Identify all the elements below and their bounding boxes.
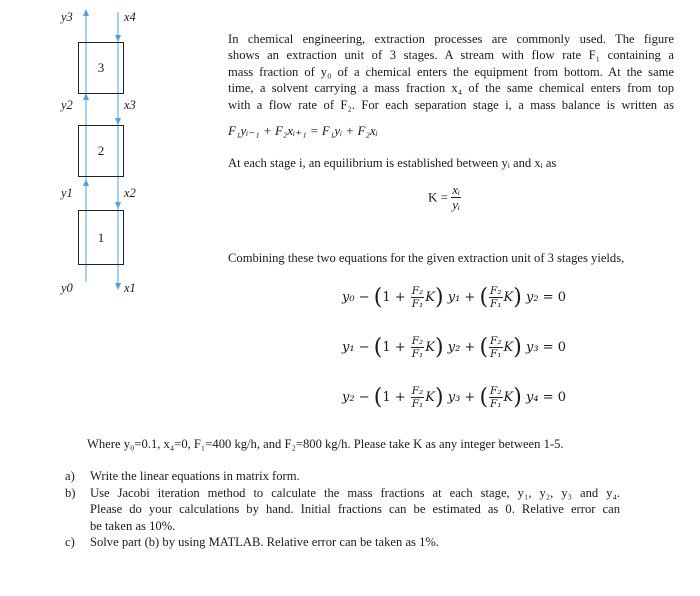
label-y0: y0 bbox=[61, 281, 73, 295]
stage-1-label: 1 bbox=[97, 229, 105, 245]
frac-den: F₁ bbox=[411, 348, 424, 360]
system-equation-1: y₀ − (1 + $\frac{\text{F₂}}{\text{F₁}}$ K) y₁ + ( $\frac{\text{F₂}}{\text{F₁}}$ K) y₂ = 0 bbox=[342, 285, 566, 310]
eq3-a: y₂ bbox=[342, 390, 355, 405]
eq3-b: y₃ bbox=[447, 390, 461, 405]
equilibrium-lhs: K = bbox=[428, 189, 448, 205]
frac-num: F₂ bbox=[411, 285, 424, 297]
eq1-b: y₁ bbox=[447, 290, 461, 305]
mass-balance-equation: F₁yᵢ₋₁ + F₂xᵢ₊₁ = F₁yᵢ + F₂xᵢ bbox=[228, 123, 378, 138]
item-c bbox=[65, 534, 625, 554]
equilibrium-num: xᵢ bbox=[452, 182, 461, 197]
item-a-text: Write the linear equations in matrix form. bbox=[90, 469, 300, 483]
stage-3-label: 3 bbox=[97, 60, 105, 75]
eq2-b: y₂ bbox=[447, 340, 461, 355]
stage-1-box bbox=[78, 210, 124, 265]
frac-num: F₂ bbox=[490, 385, 502, 397]
label-y2: y2 bbox=[61, 98, 73, 112]
frac-den: F₁ bbox=[411, 298, 424, 310]
intro-line: time, a solvent carrying a mass fraction x₄ of the same chemical enters from top bbox=[228, 81, 674, 96]
item-b bbox=[65, 485, 625, 535]
eq1-a: y₀ bbox=[342, 290, 355, 305]
intro-line: shows an extraction unit of 3 stages. A stream with flow rate F₁ containing a bbox=[228, 48, 674, 63]
frac-num: F₂ bbox=[411, 385, 424, 397]
label-x4: x4 bbox=[124, 10, 136, 24]
label-x1: x1 bbox=[124, 281, 136, 295]
stage-3-box bbox=[78, 42, 124, 94]
system-equation-2: y₁ − (1 + $\frac{\text{F₂}}{\text{F₁}}$ K) y₂ + ( $\frac{\text{F₂}}{\text{F₁}}$ K) y₃ = 0 bbox=[342, 335, 566, 360]
label-y3: y3 bbox=[61, 10, 73, 24]
given-values: Where y₀=0.1, x₄=0, F₁=400 kg/h, and F₂=800 kg/h. Please take K as any integer between 1-5. bbox=[87, 437, 564, 451]
equilibrium-den: yᵢ bbox=[452, 197, 461, 212]
stage-2-label: 2 bbox=[97, 143, 105, 158]
label-x3: x3 bbox=[124, 98, 136, 112]
frac-den: F₁ bbox=[490, 348, 502, 360]
frac-num: F₂ bbox=[490, 335, 502, 347]
stream-arrows bbox=[0, 0, 150, 300]
frac-den: F₁ bbox=[411, 398, 424, 410]
equilibrium-equation bbox=[428, 183, 461, 212]
eq2-c: y₃ bbox=[526, 340, 539, 355]
eq2-a: y₁ bbox=[342, 340, 355, 355]
item-a-marker: a) bbox=[65, 469, 75, 483]
stage-2-box bbox=[78, 125, 124, 177]
eq3-c: y₄ bbox=[526, 390, 539, 405]
frac-num: F₂ bbox=[411, 335, 424, 347]
intro-line: mass fraction of y₀ of a chemical enters the equipment from bottom. At the same bbox=[228, 64, 674, 79]
item-b-marker: b) bbox=[65, 486, 76, 500]
frac-den: F₁ bbox=[490, 398, 502, 410]
label-x2: x2 bbox=[124, 186, 136, 200]
eq1-c: y₂ bbox=[526, 290, 539, 305]
frac-den: F₁ bbox=[490, 298, 502, 310]
intro-line: with a flow rate of F₂. For each separation stage i, a mass balance is written as bbox=[228, 97, 674, 112]
item-c-text: Solve part (b) by using MATLAB. Relative error can be taken as 1%. bbox=[90, 535, 440, 549]
combining-text: Combining these two equations for the given extraction unit of 3 stages yields, bbox=[228, 251, 625, 265]
system-equation-3: y₂ − (1 + $\frac{\text{F₂}}{\text{F₁}}$ K) y₃ + ( $\frac{\text{F₂}}{\text{F₁}}$ K) y₄ = 0 bbox=[342, 385, 566, 410]
frac-num: F₂ bbox=[490, 285, 502, 297]
item-c-marker: c) bbox=[65, 535, 75, 549]
equilibrium-text: At each stage i, an equilibrium is established between yᵢ and xᵢ as bbox=[228, 156, 557, 170]
intro-line: In chemical engineering, extraction processes are commonly used. The figure bbox=[228, 32, 674, 46]
equilibrium-fraction bbox=[451, 183, 461, 212]
item-b-text: Use Jacobi iteration method to calculate the mass fractions at each stage, y₁, y₂, y₃ and y₄. Please do your calculations by hand. Initial fractions can be estimated as 0. Relative error can be taken as 10%. bbox=[90, 486, 620, 533]
label-y1: y1 bbox=[61, 186, 73, 200]
intro-paragraph bbox=[228, 31, 674, 113]
